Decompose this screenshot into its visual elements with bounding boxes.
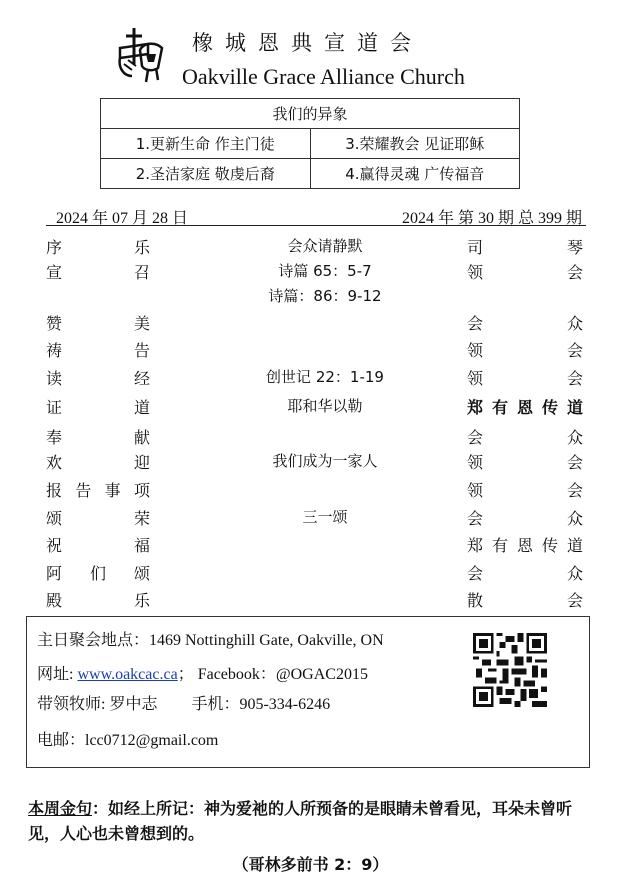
vision-item: 4.赢得灵魂 广传福音	[310, 159, 520, 189]
order-item: 宣 召	[46, 265, 150, 282]
contact-line	[37, 691, 330, 714]
phone-text: 手机：905-334-6246	[191, 696, 331, 713]
order-item: 祝 福	[46, 538, 150, 555]
order-item: 欢 迎	[46, 455, 150, 472]
verse-label: 本周金句	[28, 799, 93, 818]
order-row	[0, 285, 621, 311]
order-leader: 领 会	[467, 265, 583, 282]
order-row	[0, 260, 621, 286]
order-leader: 会 众	[467, 316, 583, 333]
order-item: 读 经	[46, 371, 150, 388]
issue-number: 2024 年 第 30 期 总 399 期	[401, 210, 582, 227]
order-detail: 我们成为一家人	[272, 452, 378, 470]
church-name-chinese: 橡城恩典宣道会	[192, 31, 423, 55]
web-line	[37, 661, 368, 684]
service-date: 2024 年 07 月 28 日	[56, 210, 189, 227]
order-item: 序 乐	[46, 240, 150, 257]
vision-title: 我们的异象	[101, 99, 520, 129]
order-leader: 郑 有 恩 传 道	[467, 538, 583, 555]
website-label: 网址:	[37, 666, 78, 683]
vision-item: 1.更新生命 作主门徒	[101, 129, 311, 159]
order-item: 奉 献	[46, 430, 150, 447]
order-detail: 诗篇 65：5-7	[278, 262, 372, 280]
qr-code[interactable]	[473, 633, 547, 707]
info-box	[26, 616, 590, 768]
order-detail: 耶和华以勒	[287, 397, 363, 415]
date-line	[46, 205, 586, 226]
order-leader: 会 众	[467, 566, 583, 583]
order-row	[0, 395, 621, 421]
order-row	[0, 588, 621, 614]
order-item: 颂 荣	[46, 511, 150, 528]
pastor-text: 带领牧师: 罗中志	[37, 696, 158, 713]
order-item: 赞 美	[46, 316, 150, 333]
order-leader: 司 琴	[467, 240, 583, 257]
order-leader: 郑 有 恩 传 道	[467, 400, 583, 417]
verse-reference: （哥林多前书 2：9）	[232, 855, 389, 874]
facebook-text: ； Facebook：@OGAC2015	[177, 666, 368, 683]
vision-item: 3.荣耀教会 见证耶稣	[310, 129, 520, 159]
order-row	[0, 425, 621, 451]
order-leader: 领 会	[467, 371, 583, 388]
order-leader: 会 众	[467, 511, 583, 528]
order-detail: 三一颂	[302, 508, 348, 526]
order-leader: 领 会	[467, 455, 583, 472]
vision-table	[100, 98, 520, 189]
order-item: 殿 乐	[46, 593, 150, 610]
order-item: 阿 们 颂	[46, 566, 150, 583]
vision-item: 2.圣洁家庭 敬虔后裔	[101, 159, 311, 189]
church-name-english: Oakville Grace Alliance Church	[182, 64, 465, 89]
weekly-verse	[28, 796, 598, 846]
order-row	[0, 235, 621, 261]
order-row	[0, 506, 621, 532]
order-row	[0, 311, 621, 337]
order-row	[0, 478, 621, 504]
website-link[interactable]: www.oakcac.ca	[77, 666, 178, 683]
order-item: 证 道	[46, 400, 150, 417]
address-line: 主日聚会地点：1469 Nottinghill Gate, Oakville, ON	[37, 632, 384, 649]
order-item: 祷 告	[46, 343, 150, 360]
order-leader: 散 会	[467, 593, 583, 610]
order-row	[0, 366, 621, 392]
order-leader: 会 众	[467, 430, 583, 447]
church-logo	[112, 24, 170, 88]
order-row	[0, 450, 621, 476]
verse-text: ：如经上所记：神为爱祂的人所预备的是眼睛未曾看见，耳朵未曾听见，人心也未曾想到的。	[28, 799, 573, 843]
order-row	[0, 561, 621, 587]
order-row	[0, 533, 621, 559]
order-detail: 会众请静默	[287, 237, 363, 255]
order-detail: 诗篇：86：9-12	[268, 287, 382, 305]
order-leader: 领 会	[467, 483, 583, 500]
order-detail: 创世记 22：1-19	[266, 368, 384, 386]
order-item: 报 告 事 项	[46, 483, 150, 500]
order-row	[0, 338, 621, 364]
email-line: 电邮：lcc0712@gmail.com	[37, 732, 219, 749]
order-leader: 领 会	[467, 343, 583, 360]
